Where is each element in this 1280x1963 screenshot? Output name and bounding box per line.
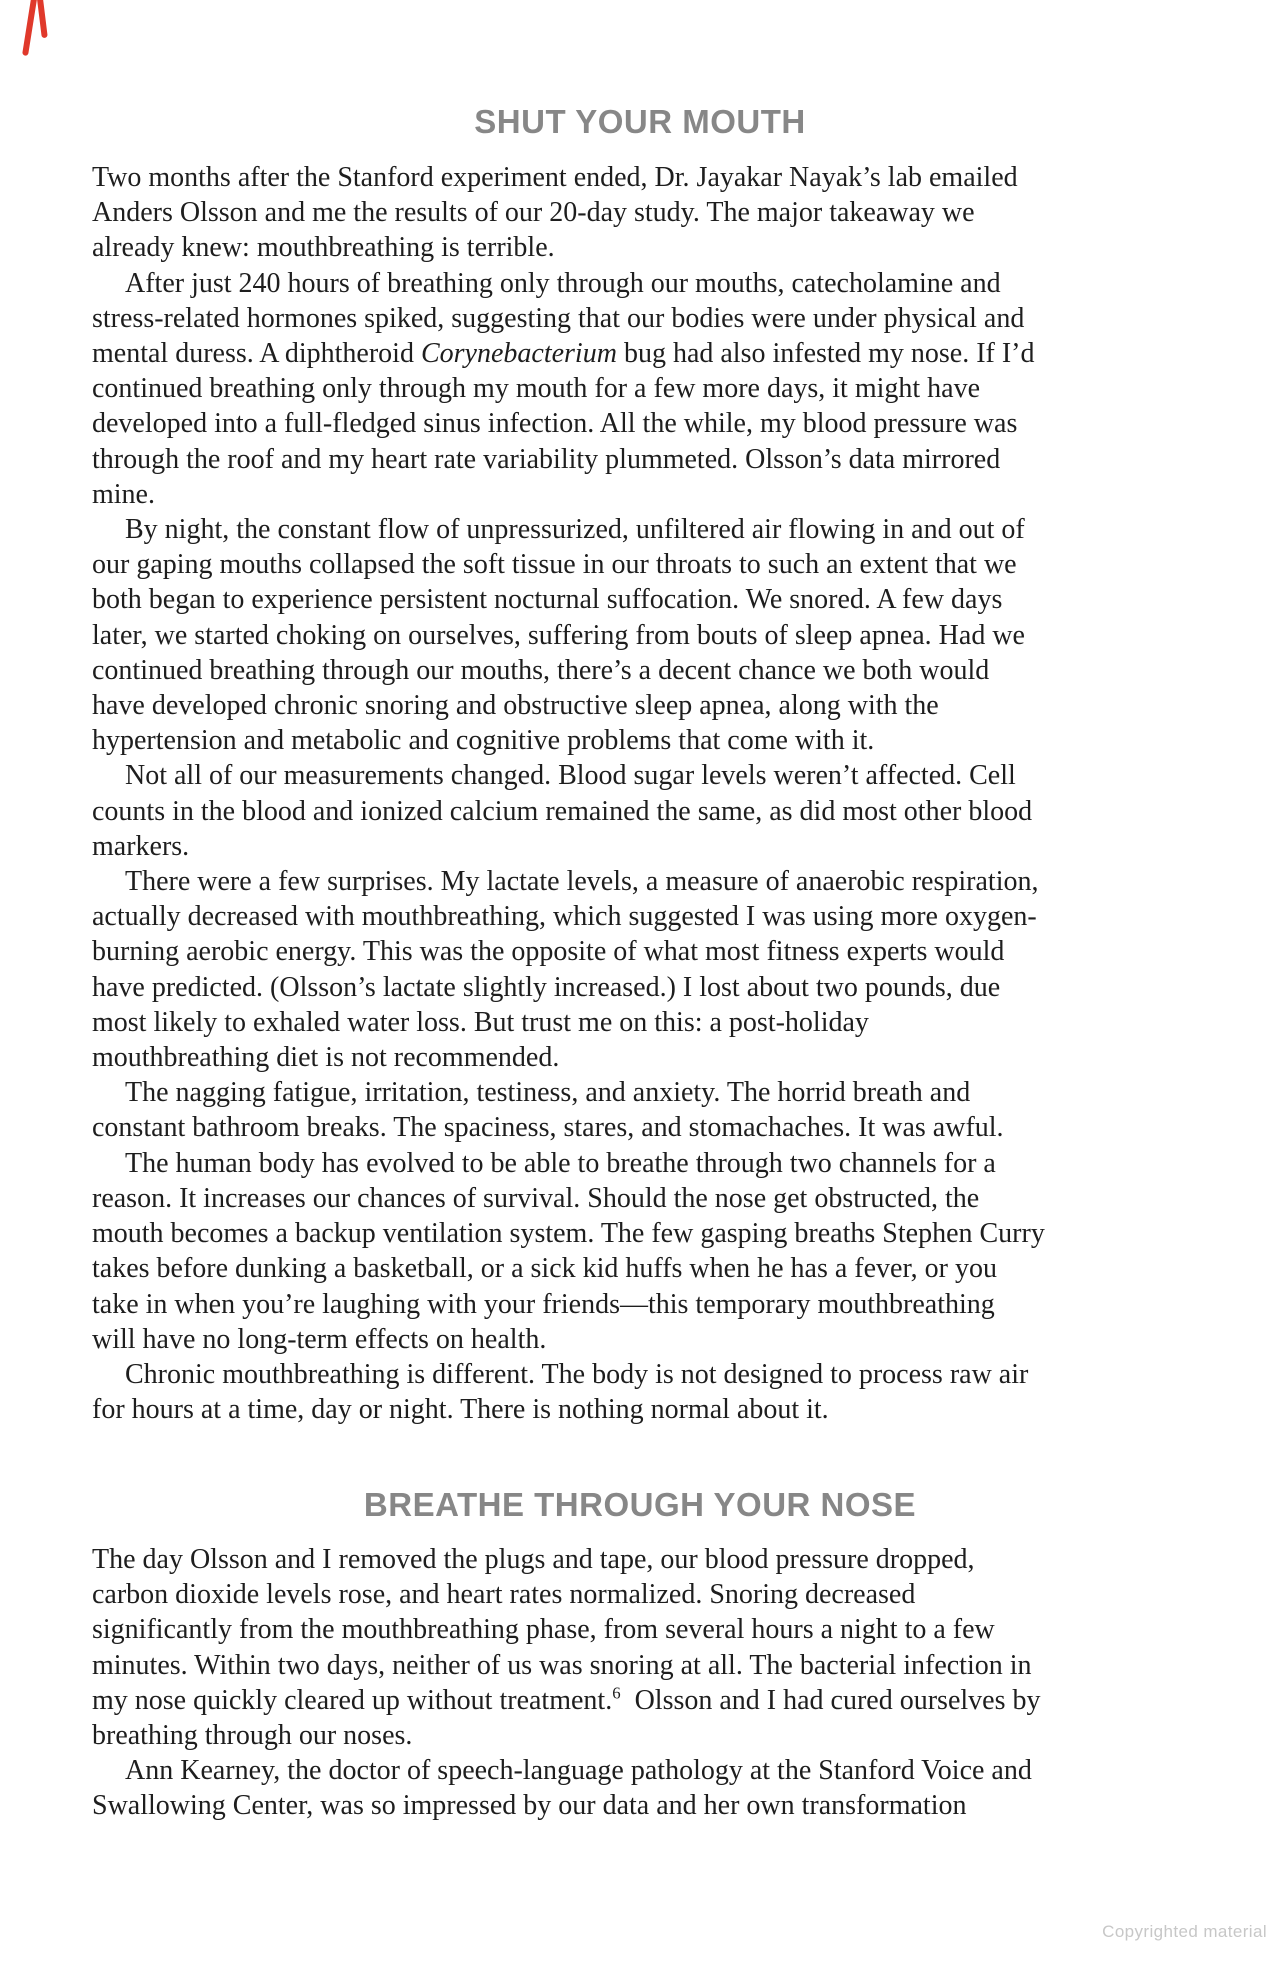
text-line: The nagging fatigue, irritation, testiness, and anxiety. The horrid breath and [125, 1077, 971, 1109]
text-line: my nose quickly cleared up without treatment.$^6$ Olsson and I had cured ourselves by [92, 1683, 1041, 1716]
text-line: Two months after the Stanford experiment ended, Dr. Jayakar Nayak’s lab emailed [92, 162, 1018, 193]
text-line: significantly from the mouthbreathing phase, from several hours a night to a few [92, 1614, 995, 1646]
text-line: carbon dioxide levels rose, and heart rates normalized. Snoring decreased [92, 1579, 916, 1611]
text-line: our gaping mouths collapsed the soft tissue in our throats to such an extent that we [92, 549, 1017, 581]
text-line: Not all of our measurements changed. Blood sugar levels weren’t affected. Cell [125, 760, 1016, 792]
text-line: mine. [92, 478, 155, 510]
text-line: continued breathing through our mouths, there’s a decent chance we both would [92, 654, 990, 686]
text-line: After just 240 hours of breathing only through our mouths, catecholamine and [125, 267, 1001, 299]
section-heading-shut-your-mouth: SHUT YOUR MOUTH [474, 103, 806, 140]
text-line: have predicted. (Olsson’s lactate slightly increased.) I lost about two pounds, due [92, 971, 1001, 1003]
text-line: Anders Olsson and me the results of our 20-day study. The major takeaway we [92, 197, 975, 229]
text-line: constant bathroom breaks. The spaciness, stares, and stomachaches. It was awful. [92, 1112, 1004, 1144]
text-line: most likely to exhaled water loss. But trust me on this: a post-holiday [92, 1006, 869, 1038]
text-line: burning aerobic energy. This was the opposite of what most fitness experts would [92, 936, 1005, 968]
text-line: counts in the blood and ionized calcium remained the same, as did most other blood [92, 795, 1033, 827]
text-line: take in when you’re laughing with your friends—this temporary mouthbreathing [92, 1288, 995, 1320]
text-line: for hours at a time, day or night. There is nothing normal about it. [92, 1394, 829, 1426]
text-line: hypertension and metabolic and cognitive problems that come with it. [92, 725, 875, 757]
text-line: developed into a full-fledged sinus infection. All the while, my blood pressure was [92, 408, 1018, 440]
text-line: mouthbreathing diet is not recommended. [92, 1042, 560, 1074]
text-line: reason. It increases our chances of survival. Should the nose get obstructed, the [92, 1182, 980, 1214]
footnote-reference: 6 [612, 1683, 621, 1703]
text-line: markers. [92, 830, 190, 862]
italic-term: Corynebacterium [420, 338, 617, 370]
text-line: Chronic mouthbreathing is different. The body is not designed to process raw air [125, 1358, 1029, 1390]
text-line: continued breathing only through my mouth for a few more days, it might have [92, 373, 981, 405]
text-line: minutes. Within two days, neither of us was snoring at all. The bacterial infection in [92, 1649, 1032, 1681]
text-line: takes before dunking a basketball, or a sick kid huffs when he has a fever, or you [92, 1253, 997, 1285]
text-line: Ann Kearney, the doctor of speech-language pathology at the Stanford Voice and [125, 1755, 1032, 1787]
text-line: later, we started choking on ourselves, suffering from bouts of sleep apnea. Had we [92, 619, 1025, 651]
section-heading-breathe-through-your-nose: BREATHE THROUGH YOUR NOSE [363, 1486, 917, 1523]
text-line: mouth becomes a backup ventilation system. The few gasping breaths Stephen Curry [92, 1218, 1045, 1250]
text-line: breathing through our noses. [92, 1720, 413, 1752]
section-body-breathe-through-your-nose [92, 1542, 1192, 1824]
text-line: already knew: mouthbreathing is terrible. [92, 232, 555, 264]
text-line: The day Olsson and I removed the plugs and tape, our blood pressure dropped, [92, 1544, 975, 1575]
text-line: Swallowing Center, was so impressed by our data and her own transformation [92, 1790, 967, 1822]
text-line: stress-related hormones spiked, suggesting that our bodies were under physical and [92, 302, 1025, 334]
text-line: mental duress. A diphtheroid Corynebacterium bug had also infested my nose. If I’d [92, 338, 1035, 370]
text-line: There were a few surprises. My lactate levels, a measure of anaerobic respiration, [125, 866, 1039, 898]
text-line: actually decreased with mouthbreathing, which suggested I was using more oxygen- [92, 901, 1037, 933]
text-line: through the roof and my heart rate variability plummeted. Olsson’s data mirrored [92, 443, 1001, 475]
text-line: have developed chronic snoring and obstructive sleep apnea, along with the [92, 690, 939, 722]
red-pen-mark [22, 0, 38, 56]
text-line: By night, the constant flow of unpressurized, unfiltered air flowing in and out of [125, 514, 1025, 546]
red-pen-mark [36, 0, 48, 38]
text-line: The human body has evolved to be able to breathe through two channels for a [125, 1147, 996, 1179]
text-line: both began to experience persistent nocturnal suffocation. We snored. A few days [92, 584, 1003, 616]
text-line: will have no long-term effects on health. [92, 1323, 547, 1355]
section-body-shut-your-mouth [92, 160, 1192, 1427]
copyright-watermark: Copyrighted material [1102, 1922, 1267, 1941]
